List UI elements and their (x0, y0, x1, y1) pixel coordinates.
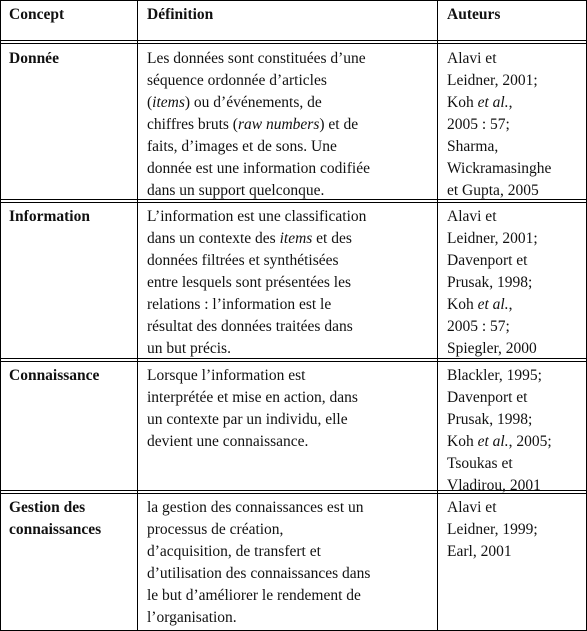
row-1-concept: Donnée (9, 50, 59, 67)
row-2-definition: L’information est une classification dans un contexte des items et des données filtrées et synthétisées entre lesquels sont présentées les relations : l’information est le résultat des données traitées dans un but précis. (147, 208, 367, 357)
row-2-concept: Information (9, 208, 90, 225)
row-3-authors: Blackler, 1995; Davenport et Prusak, 1998; Koh et al., 2005; Tsoukas et Vladirou, 2001 (447, 367, 552, 494)
header-authors: Auteurs (447, 6, 501, 23)
row-1-authors: Alavi et Leidner, 2001; Koh et al., 2005 : 57; Sharma, Wickramasinghe et Gupta, 2005 (447, 50, 552, 199)
row-4-concept: Gestion des connaissances (9, 499, 102, 538)
column-divider-1 (137, 0, 138, 631)
header-concept: Concept (9, 6, 65, 23)
row-4-definition: la gestion des connaissances est un processus de création, d’acquisition, de transfert et d’utilisation des connaissances dans le but d’améliorer le rendement de l’organisation. (147, 499, 371, 626)
header-definition: Définition (147, 6, 214, 23)
row-4-authors: Alavi et Leidner, 1999; Earl, 2001 (447, 499, 538, 560)
table-border-left (0, 0, 1, 631)
table-border-top (0, 0, 587, 1)
row-3-concept: Connaissance (9, 367, 100, 384)
row-2-authors: Alavi et Leidner, 2001; Davenport et Prusak, 1998; Koh et al., 2005 : 57; Spiegler, 2000 (447, 208, 538, 357)
column-divider-2 (437, 0, 438, 631)
row-divider-header (0, 40, 587, 44)
row-1-definition: Les données sont constituées d’une séquence ordonnée d’articles (items) ou d’événements, de chiffres bruts (raw numbers) et de faits, d’images et de sons. Une donnée est une information codifiée dans un support quelconque. (147, 50, 370, 199)
row-3-definition: Lorsque l’information est interprétée et mise en action, dans un contexte par un individu, elle devient une connaissance. (147, 367, 358, 450)
